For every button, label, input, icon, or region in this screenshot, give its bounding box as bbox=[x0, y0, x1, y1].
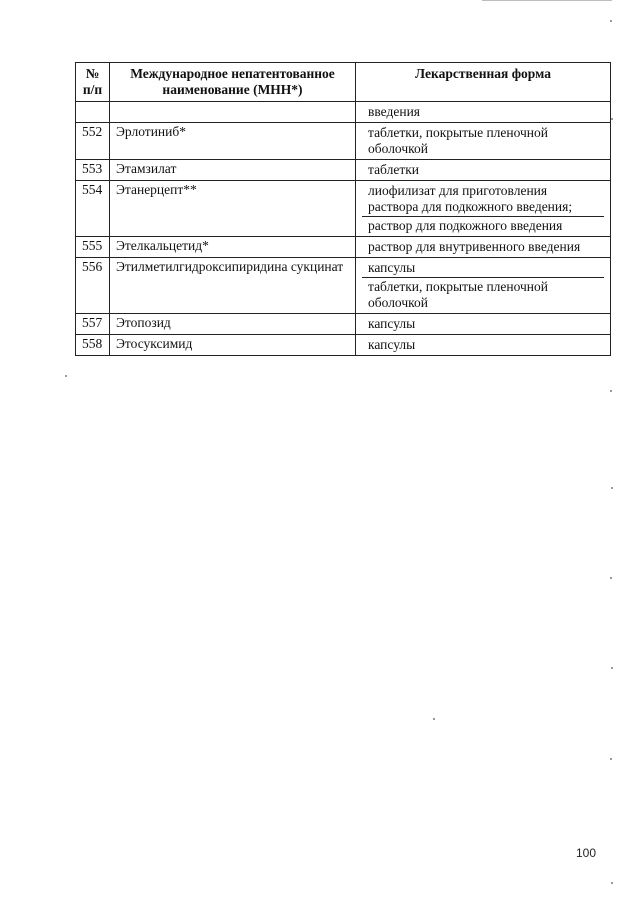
drug-name: Этилметилгидроксипиридина сукцинат bbox=[110, 258, 356, 314]
row-number: 556 bbox=[76, 258, 110, 314]
header-number: № п/п bbox=[76, 63, 110, 102]
dosage-form: раствор для внутривенного введения bbox=[368, 239, 581, 254]
table-row bbox=[76, 335, 611, 356]
header-form: Лекарственная форма bbox=[356, 63, 611, 102]
drug-name: Этамзилат bbox=[110, 160, 356, 181]
header-name: Международное непатентованное наименование (МНН*) bbox=[110, 63, 356, 102]
table-header-row bbox=[76, 63, 611, 102]
dosage-form: введения bbox=[368, 104, 421, 119]
table-row bbox=[76, 181, 611, 237]
dosage-form-cell bbox=[356, 123, 611, 160]
row-number: 558 bbox=[76, 335, 110, 356]
row-number: 555 bbox=[76, 237, 110, 258]
scan-speck bbox=[611, 118, 613, 120]
dosage-form: капсулы bbox=[368, 316, 416, 331]
table-row bbox=[76, 237, 611, 258]
dosage-form: лиофилизат для приготовления раствора для подкожного введения; bbox=[368, 183, 573, 214]
scan-speck bbox=[433, 718, 435, 720]
dosage-form-cell bbox=[356, 237, 611, 258]
row-number: 557 bbox=[76, 314, 110, 335]
dosage-form: капсулы bbox=[368, 337, 416, 352]
row-number bbox=[76, 102, 110, 123]
drug-name: Этопозид bbox=[110, 314, 356, 335]
drug-list-table bbox=[75, 62, 611, 356]
dosage-form-cell bbox=[356, 258, 611, 314]
scan-speck bbox=[610, 577, 612, 579]
dosage-form-cell bbox=[356, 102, 611, 123]
page-number: 100 bbox=[576, 846, 597, 860]
row-number: 552 bbox=[76, 123, 110, 160]
dosage-form: таблетки, покрытые пленочной оболочкой bbox=[362, 277, 604, 312]
scan-speck bbox=[610, 20, 612, 22]
scan-speck bbox=[610, 390, 612, 392]
dosage-form: капсулы bbox=[368, 260, 416, 275]
table-body bbox=[76, 102, 611, 356]
dosage-form-cell bbox=[356, 314, 611, 335]
drug-name: Эрлотиниб* bbox=[110, 123, 356, 160]
scan-speck bbox=[610, 758, 612, 760]
drug-name: Этелкальцетид* bbox=[110, 237, 356, 258]
drug-name: Этосуксимид bbox=[110, 335, 356, 356]
scan-speck bbox=[611, 667, 613, 669]
row-number: 553 bbox=[76, 160, 110, 181]
table-row bbox=[76, 102, 611, 123]
dosage-form: таблетки, покрытые пленочной оболочкой bbox=[368, 125, 549, 156]
dosage-form-cell bbox=[356, 160, 611, 181]
scan-speck bbox=[611, 487, 613, 489]
table-row bbox=[76, 160, 611, 181]
drug-name bbox=[110, 102, 356, 123]
scan-artifact-line bbox=[482, 0, 612, 1]
table-row bbox=[76, 123, 611, 160]
drug-name: Этанерцепт** bbox=[110, 181, 356, 237]
scan-speck bbox=[611, 882, 613, 884]
dosage-form-cell bbox=[356, 335, 611, 356]
dosage-form-cell bbox=[356, 181, 611, 237]
dosage-form: раствор для подкожного введения bbox=[362, 216, 604, 235]
scan-speck bbox=[65, 375, 67, 377]
dosage-form: таблетки bbox=[368, 162, 420, 177]
row-number: 554 bbox=[76, 181, 110, 237]
table-row bbox=[76, 258, 611, 314]
table-row bbox=[76, 314, 611, 335]
